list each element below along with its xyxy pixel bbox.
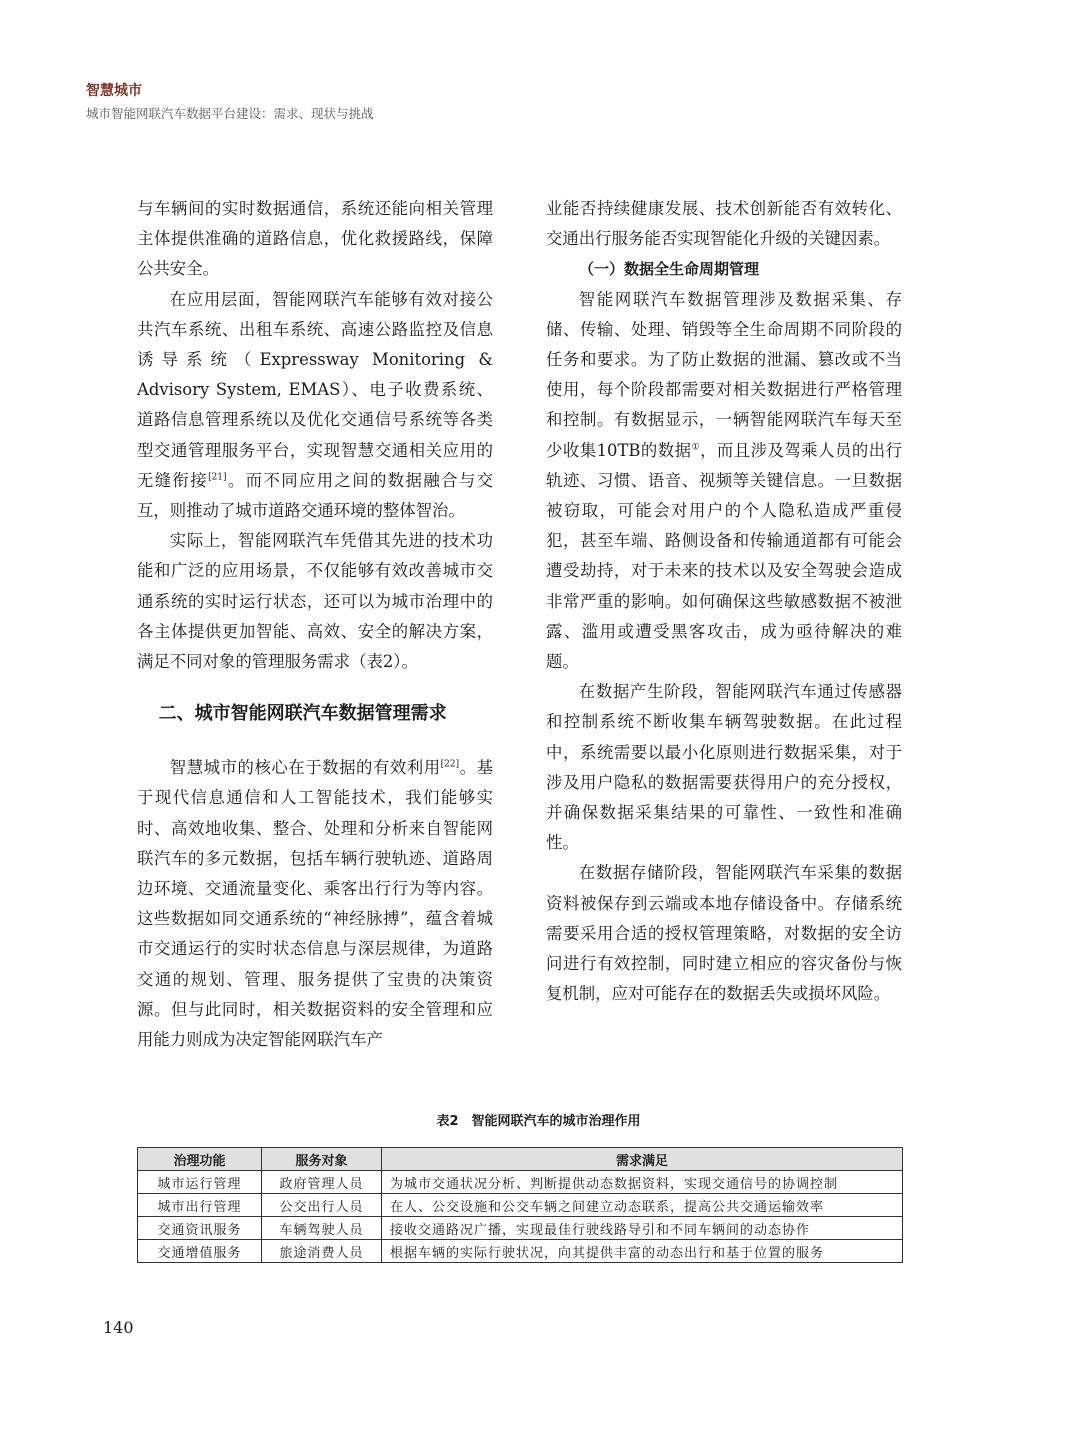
governance-table bbox=[137, 1147, 903, 1263]
footnote-marker: ① bbox=[691, 442, 701, 453]
paragraph: 在数据存储阶段，智能网联汽车采集的数据资料被保存到云端或本地存储设备中。存储系统需要采用合适的授权管理策略，对数据的安全访问进行有效控制，同时建立相应的容灾备份与恢复机制，应对可能存在的数据丢失或损坏风险。 bbox=[546, 863, 902, 1004]
table-cell: 接收交通路况广播，实现最佳行驶线路导引和不同车辆间的动态协作 bbox=[382, 1217, 903, 1240]
column-header: 服务对象 bbox=[262, 1148, 382, 1171]
column-header: 治理功能 bbox=[138, 1148, 262, 1171]
paragraph: 实际上，智能网联汽车凭借其先进的技术功能和广泛的应用场景，不仅能够有效改善城市交通系统的实时运行状态，还可以为城市治理中的各主体提供更加智能、高效、安全的解决方案，满足不同对象的管理服务需求（表2）。 bbox=[137, 531, 493, 672]
table-cell: 交通资讯服务 bbox=[138, 1217, 262, 1240]
table-cell: 政府管理人员 bbox=[262, 1171, 382, 1194]
table-cell: 城市运行管理 bbox=[138, 1171, 262, 1194]
table-row bbox=[138, 1217, 903, 1240]
table-cell: 为城市交通状况分析、判断提供动态数据资料，实现交通信号的协调控制 bbox=[382, 1171, 903, 1194]
right-column bbox=[546, 194, 902, 1009]
paragraph: 智能网联汽车数据管理涉及数据采集、存储、传输、处理、销毁等全生命周期不同阶段的任务和要求。为了防止数据的泄漏、篡改或不当使用，每个阶段都需要对相关数据进行严格管理和控制。有数据显示，一辆智能网联汽车每天至少收集10TB的数据①，而且涉及驾乘人员的出行轨迹、习惯、语音、视频等关键信息。一旦数据被窃取，可能会对用户的个人隐私造成严重侵犯，甚至车端、路侧设备和传输通道都有可能会遭受劫持，对于未来的技术以及安全驾驶会造成非常严重的影响。如何确保这些敏感数据不被泄露、滥用或遭受黑客攻击，成为亟待解决的难题。 bbox=[546, 289, 902, 672]
table-row bbox=[138, 1171, 903, 1194]
table-header-row bbox=[138, 1148, 903, 1171]
journal-brand: 智慧城市 bbox=[86, 83, 142, 99]
table-cell: 根据车辆的实际行驶状况，向其提供丰富的动态出行和基于位置的服务 bbox=[382, 1240, 903, 1263]
left-column bbox=[137, 194, 493, 1055]
table-row bbox=[138, 1194, 903, 1217]
paragraph: 与车辆间的实时数据通信，系统还能向相关管理主体提供准确的道路信息，优化救援路线，保障公共安全。 bbox=[137, 199, 493, 279]
running-title: 城市智能网联汽车数据平台建设：需求、现状与挑战 bbox=[86, 106, 374, 121]
table-cell: 车辆驾驶人员 bbox=[262, 1217, 382, 1240]
citation: [21] bbox=[208, 472, 227, 483]
column-header: 需求满足 bbox=[382, 1148, 903, 1171]
page-number: 140 bbox=[103, 1318, 134, 1337]
table-cell: 城市出行管理 bbox=[138, 1194, 262, 1217]
table-cell: 在人、公交设施和公交车辆之间建立动态联系，提高公共交通运输效率 bbox=[382, 1194, 903, 1217]
paragraph: 在数据产生阶段，智能网联汽车通过传感器和控制系统不断收集车辆驾驶数据。在此过程中，系统需要以最小化原则进行数据采集，对于涉及用户隐私的数据需要获得用户的充分授权，并确保数据采集结果的可靠性、一致性和准确性。 bbox=[546, 682, 902, 853]
table-cell: 公交出行人员 bbox=[262, 1194, 382, 1217]
citation: [22] bbox=[440, 759, 460, 770]
section-heading: 二、城市智能网联汽车数据管理需求 bbox=[158, 703, 447, 725]
table-row bbox=[138, 1240, 903, 1263]
table-caption: 表2 智能网联汽车的城市治理作用 bbox=[436, 1114, 641, 1129]
table-cell: 交通增值服务 bbox=[138, 1240, 262, 1263]
subsection-heading: （一）数据全生命周期管理 bbox=[579, 260, 760, 279]
paragraph: 业能否持续健康发展、技术创新能否有效转化、交通出行服务能否实现智能化升级的关键因素。 bbox=[546, 199, 902, 249]
paragraph: 在应用层面，智能网联汽车能够有效对接公共汽车系统、出租车系统、高速公路监控及信息诱导系统（Expressway Monitoring & Advisory System, EMAS）、电子收费系统、道路信息管理系统以及优化交通信号系统等各类型交通管理服务平台，实现智慧交通相关应用的无缝衔接[21]。而不同应用之间的数据融合与交互，则推动了城市道路交通环境的整体智治。 bbox=[137, 289, 494, 521]
paragraph: 智慧城市的核心在于数据的有效利用[22]。基于现代信息通信和人工智能技术，我们能够实时、高效地收集、整合、处理和分析来自智能网联汽车的多元数据，包括车辆行驶轨迹、道路周边环境、交通流量变化、乘客出行行为等内容。这些数据如同交通系统的“神经脉搏”，蕴含着城市交通运行的实时状态信息与深层规律，为道路交通的规划、管理、服务提供了宝贵的决策资源。但与此同时，相关数据资料的安全管理和应用能力则成为决定智能网联汽车产 bbox=[137, 758, 494, 1050]
table-cell: 旅途消费人员 bbox=[262, 1240, 382, 1263]
